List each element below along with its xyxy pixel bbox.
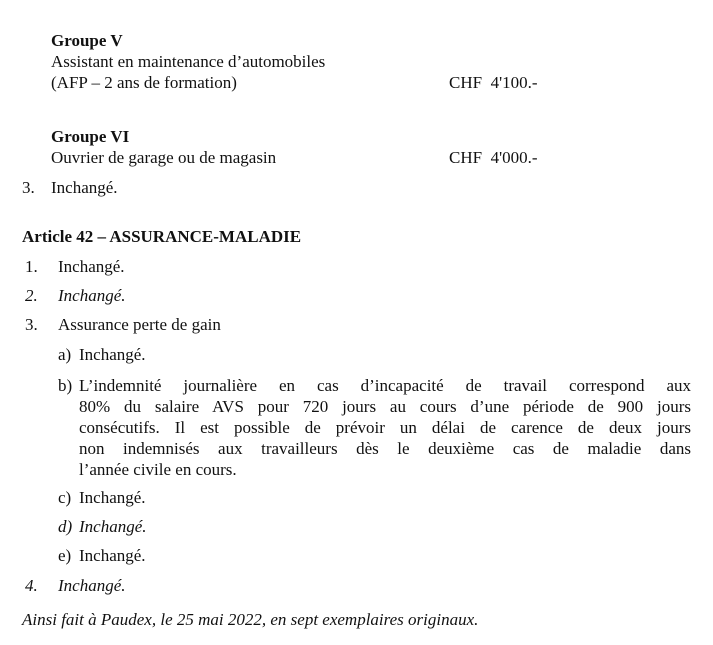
subitem-label: a) <box>58 345 72 364</box>
list-item-text: Inchangé. <box>58 257 125 276</box>
group-5-title: Groupe V <box>51 31 123 50</box>
group-6-title: Groupe VI <box>51 127 130 146</box>
subitem-text: Inchangé. <box>79 517 147 536</box>
list-item-text: Inchangé. <box>58 286 126 305</box>
subitem-b-paragraph <box>79 375 691 480</box>
list-item-number: 3. <box>25 315 38 334</box>
subitem-label: b) <box>58 376 73 395</box>
subitem-label: c) <box>58 488 72 507</box>
group-5-salary: CHF 4'100.- <box>449 73 538 92</box>
paragraph-line: L’indemnité journalière en cas d’incapacité de travail correspond aux <box>79 376 691 395</box>
paragraph-line: l’année civile en cours. <box>79 460 237 479</box>
paragraph-line: non indemnisés aux travailleurs dès le deuxième cas de maladie dans <box>79 439 691 458</box>
subitem-label: e) <box>58 546 72 565</box>
list-item-number: 2. <box>25 286 38 305</box>
group-6-salary: CHF 4'000.- <box>449 148 538 167</box>
paragraph-line: 80% du salaire AVS pour 720 jours au cours d’une période de 900 jours <box>79 397 691 416</box>
subitem-text: Inchangé. <box>79 488 146 507</box>
subitem-label: d) <box>58 517 73 536</box>
closing-statement: Ainsi fait à Paudex, le 25 mai 2022, en sept exemplaires originaux. <box>22 610 479 629</box>
list-item-number: 1. <box>25 257 38 276</box>
list-item-number: 4. <box>25 576 38 595</box>
group-5-occupation: Assistant en maintenance d’automobiles <box>51 52 326 71</box>
subitem-text: Inchangé. <box>79 345 146 364</box>
group-5-training: (AFP – 2 ans de formation) <box>51 73 237 92</box>
article-heading: Article 42 – ASSURANCE-MALADIE <box>22 227 302 246</box>
subitem-text: Inchangé. <box>79 546 146 565</box>
list-item-number: 3. <box>22 178 35 197</box>
group-6-occupation: Ouvrier de garage ou de magasin <box>51 148 277 167</box>
list-item-text: Inchangé. <box>58 576 126 595</box>
paragraph-line: consécutifs. Il est possible de prévoir un délai de carence de deux jours <box>79 418 691 437</box>
list-item-text: Assurance perte de gain <box>58 315 221 334</box>
list-item-text: Inchangé. <box>51 178 118 197</box>
